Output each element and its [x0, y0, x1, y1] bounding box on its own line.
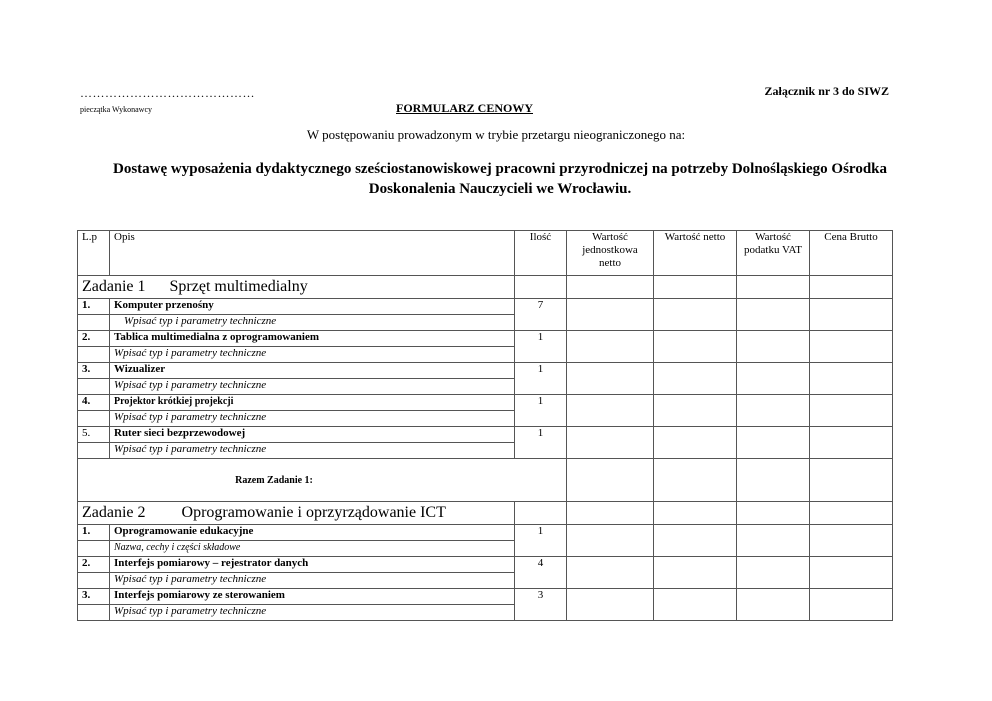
net-cell[interactable]	[654, 299, 737, 331]
total-unit-net-cell[interactable]	[567, 459, 654, 502]
unit-net-cell[interactable]	[567, 557, 654, 589]
net-cell[interactable]	[654, 395, 737, 427]
unit-net-cell[interactable]	[567, 525, 654, 557]
item-name: Oprogramowanie edukacyjne	[110, 525, 515, 541]
col-header-ilosc: Ilość	[515, 231, 567, 276]
section-heading	[78, 276, 515, 299]
item-desc[interactable]: Wpisać typ i parametry techniczne	[110, 443, 515, 459]
total-gross-cell[interactable]	[810, 459, 893, 502]
form-title: FORMULARZ CENOWY	[396, 101, 533, 115]
signature-dots: ……………………………………	[80, 86, 255, 100]
item-lp: 3.	[78, 589, 110, 605]
section-row-zadanie-2	[78, 502, 893, 525]
item-lp: 3.	[78, 363, 110, 379]
item-qty: 4	[515, 557, 567, 589]
net-cell[interactable]	[654, 331, 737, 363]
section-heading	[78, 502, 515, 525]
net-cell[interactable]	[654, 525, 737, 557]
item-qty: 3	[515, 589, 567, 621]
unit-net-cell[interactable]	[567, 395, 654, 427]
item-qty: 1	[515, 525, 567, 557]
col-header-gross: Cena Brutto	[810, 231, 893, 276]
gross-cell[interactable]	[810, 395, 893, 427]
item-desc[interactable]: Wpisać typ i parametry techniczne	[110, 315, 515, 331]
item-desc[interactable]: Nazwa, cechy i części składowe	[110, 541, 515, 557]
item-desc[interactable]: Wpisać typ i parametry techniczne	[110, 411, 515, 427]
annex-label: Załącznik nr 3 do SIWZ	[764, 84, 889, 98]
section-title: Zadanie 1	[82, 278, 146, 295]
price-table	[77, 230, 893, 621]
table-header-row	[78, 231, 893, 276]
table-row	[78, 331, 893, 347]
col-header-net: Wartość netto	[654, 231, 737, 276]
section-name: Oprogramowanie i oprzyrządowanie ICT	[181, 504, 446, 521]
gross-cell[interactable]	[810, 331, 893, 363]
gross-cell[interactable]	[810, 557, 893, 589]
vat-cell[interactable]	[737, 525, 810, 557]
table-row	[78, 363, 893, 379]
table-row	[78, 589, 893, 605]
total-row-zadanie-1	[78, 459, 893, 502]
item-lp: 2.	[78, 331, 110, 347]
col-header-vat: Wartość podatku VAT	[737, 231, 810, 276]
item-name: Interfejs pomiarowy – rejestrator danych	[110, 557, 515, 573]
net-cell[interactable]	[654, 589, 737, 621]
stamp-caption: pieczątka Wykonawcy	[80, 105, 153, 114]
section-title: Zadanie 2	[82, 504, 146, 521]
item-qty: 7	[515, 299, 567, 331]
unit-net-cell[interactable]	[567, 363, 654, 395]
item-desc[interactable]: Wpisać typ i parametry techniczne	[110, 347, 515, 363]
item-lp: 1.	[78, 525, 110, 541]
item-qty: 1	[515, 395, 567, 427]
vat-cell[interactable]	[737, 299, 810, 331]
item-name: Komputer przenośny	[110, 299, 515, 315]
item-name: Projektor krótkiej projekcji	[110, 395, 515, 411]
item-lp: 1.	[78, 299, 110, 315]
vat-cell[interactable]	[737, 589, 810, 621]
item-desc[interactable]: Wpisać typ i parametry techniczne	[110, 379, 515, 395]
unit-net-cell[interactable]	[567, 589, 654, 621]
gross-cell[interactable]	[810, 363, 893, 395]
subject-title: Dostawę wyposażenia dydaktycznego sześciostanowiskowej pracowni przyrodniczej na potrzeby Dolnośląskiego Ośrodka Doskonalenia Nauczycieli we Wrocławiu.	[112, 161, 888, 197]
item-lp: 4.	[78, 395, 110, 411]
gross-cell[interactable]	[810, 525, 893, 557]
unit-net-cell[interactable]	[567, 331, 654, 363]
item-qty: 1	[515, 331, 567, 363]
col-header-unit-net: Wartość jednostkowa netto	[567, 231, 654, 276]
unit-net-cell[interactable]	[567, 427, 654, 459]
table-row	[78, 299, 893, 315]
gross-cell[interactable]	[810, 299, 893, 331]
vat-cell[interactable]	[737, 363, 810, 395]
total-net-cell[interactable]	[654, 459, 737, 502]
item-lp: 2.	[78, 557, 110, 573]
total-label: Razem Zadanie 1:	[78, 459, 567, 502]
net-cell[interactable]	[654, 363, 737, 395]
gross-cell[interactable]	[810, 427, 893, 459]
vat-cell[interactable]	[737, 557, 810, 589]
table-row	[78, 525, 893, 541]
vat-cell[interactable]	[737, 331, 810, 363]
unit-net-cell[interactable]	[567, 299, 654, 331]
item-desc[interactable]: Wpisać typ i parametry techniczne	[110, 605, 515, 621]
net-cell[interactable]	[654, 557, 737, 589]
col-header-lp: L.p	[78, 231, 110, 276]
item-qty: 1	[515, 427, 567, 459]
item-desc[interactable]: Wpisać typ i parametry techniczne	[110, 573, 515, 589]
item-name: Wizualizer	[110, 363, 515, 379]
total-vat-cell[interactable]	[737, 459, 810, 502]
item-name: Ruter sieci bezprzewodowej	[110, 427, 515, 443]
table-row	[78, 557, 893, 573]
section-name: Sprzęt multimedialny	[169, 278, 308, 295]
item-name: Tablica multimedialna z oprogramowaniem	[110, 331, 515, 347]
section-row-zadanie-1	[78, 276, 893, 299]
net-cell[interactable]	[654, 427, 737, 459]
vat-cell[interactable]	[737, 427, 810, 459]
item-qty: 1	[515, 363, 567, 395]
table-row	[78, 395, 893, 411]
table-row	[78, 427, 893, 443]
vat-cell[interactable]	[737, 395, 810, 427]
intro-text: W postępowaniu prowadzonym w trybie przetargu nieograniczonego na:	[306, 127, 686, 142]
item-name: Interfejs pomiarowy ze sterowaniem	[110, 589, 515, 605]
gross-cell[interactable]	[810, 589, 893, 621]
item-lp: 5.	[78, 427, 110, 443]
col-header-opis: Opis	[110, 231, 515, 276]
